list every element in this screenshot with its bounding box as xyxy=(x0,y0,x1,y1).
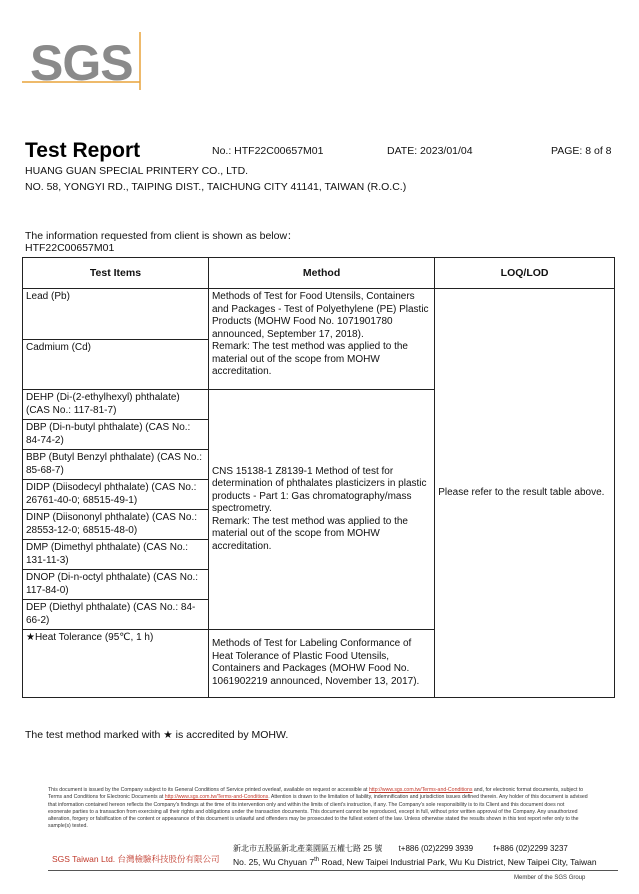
footer-fax: f+886 (02)2299 3237 xyxy=(493,844,568,853)
method-cell: Methods of Test for Labeling Conformance of Heat Tolerance of Plastic Food Utensils, Containers and Packages (MOHW Food No. 1061902219 announced, November 13, 2017). xyxy=(208,630,434,698)
accreditation-note: The test method marked with ★ is accredited by MOHW. xyxy=(25,729,289,741)
intro-text: The information requested from client is shown as below： xyxy=(25,230,298,242)
test-item-cell: DINP (Diisononyl phthalate) (CAS No.: 28553-12-0; 68515-48-0) xyxy=(23,510,209,540)
test-item-cell: Cadmium (Cd) xyxy=(23,340,209,390)
method-text: Methods of Test for Food Utensils, Containers and Packages - Test of Polyethylene (PE) Plastic Products (MOHW Food No. 1071901780 announced, September 17, 2018). xyxy=(211,291,429,340)
table-row xyxy=(23,289,615,340)
test-item-cell: DNOP (Di-n-octyl phthalate) (CAS No.: 117-84-0) xyxy=(23,570,209,600)
header-loq-lod: LOQ/LOD xyxy=(435,258,615,289)
loq-cell: Please refer to the result table above. xyxy=(435,289,615,698)
page-number: PAGE: 8 of 8 xyxy=(551,145,612,157)
disclaimer-text: This document is issued by the Company subject to its General Conditions of Service printed overleaf, available on request or accessible at http://www.sgs.com.tw/Terms-and-Conditions and, for electronic format documents, subject to Terms and Conditions for Electronic Documents at http://www.sgs.com.tw/Terms-and-Conditions. Attention is drawn to the limitation of liability, indemnification and jurisdiction issues defined therein. Any holder of this document is advised that information contained hereon reflects the Company's findings at the time of its intervention only and within the limits of client's instruction, if any. The Company's sole responsibility is to its Client and this document does not exonerate parties to a transaction from exercising all their rights and obligations under the transaction documents. This document cannot be reproduced, except in full, without prior written approval of the Company. Any unauthorized alteration, forgery or falsification of the content or appearance of this document is unlawful and offenders may be prosecuted to the fullest extent of the law. Unless otherwise stated the results shown in this test report refer only to the sample(s) tested. xyxy=(48,787,588,830)
method-remark: Remark: The test method was applied to the material out of the scope from MOHW accreditation. xyxy=(211,515,408,552)
method-cell xyxy=(208,289,434,390)
header-test-items: Test Items xyxy=(23,258,209,289)
test-item-cell: DEP (Diethyl phthalate) (CAS No.: 84-66-2) xyxy=(23,600,209,630)
test-item-cell: DMP (Dimethyl phthalate) (CAS No.: 131-11-3) xyxy=(23,540,209,570)
test-methods-table xyxy=(22,257,615,698)
test-item-cell: Lead (Pb) xyxy=(23,289,209,340)
sgs-logo: SGS xyxy=(30,35,133,91)
test-item-cell: DIDP (Diisodecyl phthalate) (CAS No.: 26761-40-0; 68515-49-1) xyxy=(23,480,209,510)
report-title: Test Report xyxy=(25,139,141,162)
test-item-cell: BBP (Butyl Benzyl phthalate) (CAS No.: 85-68-7) xyxy=(23,450,209,480)
report-date: DATE: 2023/01/04 xyxy=(387,145,473,157)
method-remark: Remark: The test method was applied to the material out of the scope from MOHW accreditation. xyxy=(211,341,408,377)
footer-divider xyxy=(48,870,618,871)
company-address: NO. 58, YONGYI RD., TAIPING DIST., TAICHUNG CITY 41141, TAIWAN (R.O.C.) xyxy=(25,181,407,193)
table-header-row xyxy=(23,258,615,289)
member-of-sgs: Member of the SGS Group xyxy=(514,875,586,881)
footer-english-address: No. 25, Wu Chyuan 7th Road, New Taipei Industrial Park, Wu Ku District, New Taipei City, Taiwan xyxy=(233,857,597,867)
terms-link[interactable]: http://www.sgs.com.tw/Terms-and-Conditions xyxy=(164,794,269,801)
terms-link[interactable]: http://www.sgs.com.tw/Terms-and-Conditions xyxy=(368,787,473,793)
test-item-cell: DEHP (Di-(2-ethylhexyl) phthalate) (CAS No.: 117-81-7) xyxy=(23,390,209,420)
report-number: No.: HTF22C00657M01 xyxy=(212,145,324,157)
company-name: HUANG GUAN SPECIAL PRINTERY CO., LTD. xyxy=(25,165,249,177)
method-cell xyxy=(208,390,434,630)
method-text: CNS 15138-1 Z8139-1 Method of test for determination of phthalates plasticizers in plastic products - Part 1: Gas chromatography/mass spectrometry. xyxy=(211,465,427,515)
test-item-cell: ★Heat Tolerance (95℃, 1 h) xyxy=(23,630,209,698)
footer-telephone: t+886 (02)2299 3939 xyxy=(398,844,474,853)
footer-chinese-address: 新北市五股區新北產業園區五權七路 25 號 t+886 (02)2299 3939 f+886 (02)2299 3237 xyxy=(233,844,568,853)
test-item-cell: DBP (Di-n-butyl phthalate) (CAS No.: 84-74-2) xyxy=(23,420,209,450)
footer-company: SGS Taiwan Ltd. 台灣檢驗科技股份有限公司 xyxy=(52,854,220,864)
header-method: Method xyxy=(208,258,434,289)
intro-reference: HTF22C00657M01 xyxy=(25,242,115,254)
